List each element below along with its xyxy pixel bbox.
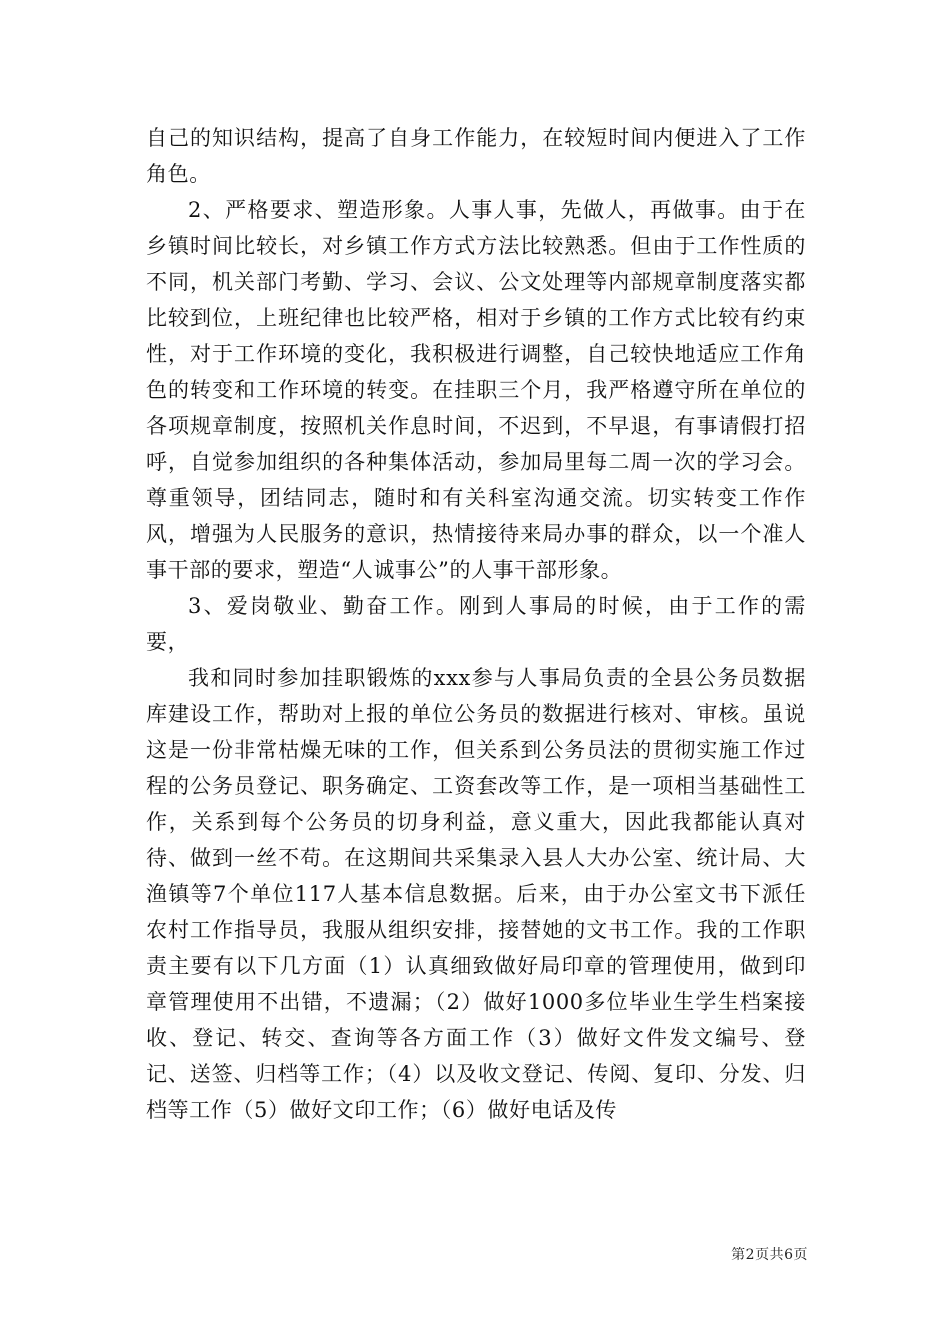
paragraph-strict-requirements: 2、严格要求、塑造形象。人事人事，先做人，再做事。由于在乡镇时间比较长，对乡镇工作方式方法比较熟悉。但由于工作性质的不同，机关部门考勤、学习、会议、公文处理等内部规章制度落实都比较到位，上班纪律也比较严格，相对于乡镇的工作方式比较有约束性，对于工作环境的变化，我积极进行调整，自己较快地适应工作角色的转变和工作环境的转变。在挂职三个月，我严格遵守所在单位的各项规章制度，按照机关作息时间，不迟到，不早退，有事请假打招呼，自觉参加组织的各种集体活动，参加局里每二周一次的学习会。尊重领导，团结同志，随时和有关科室沟通交流。切实转变工作作风，增强为人民服务的意识，热情接待来局办事的群众，以一个准人事干部的要求，塑造“人诚事公”的人事干部形象。 <box>146 198 806 582</box>
page-number: 第2页共6页 <box>731 1247 808 1263</box>
paragraph-continuation: 自己的知识结构，提高了自身工作能力，在较短时间内便进入了工作角色。 <box>146 126 806 186</box>
body-text <box>146 120 806 1128</box>
paragraph-dedication: 3、爱岗敬业、勤奋工作。刚到人事局的时候，由于工作的需要， <box>146 594 806 654</box>
paragraph-database-work: 我和同时参加挂职锻炼的xxx参与人事局负责的全县公务员数据库建设工作，帮助对上报的单位公务员的数据进行核对、审核。虽说这是一份非常枯燥无味的工作，但关系到公务员法的贯彻实施工作过程的公务员登记、职务确定、工资套改等工作，是一项相当基础性工作，关系到每个公务员的切身利益，意义重大，因此我都能认真对待、做到一丝不苟。在这期间共采集录入县人大办公室、统计局、大渔镇等7个单位117人基本信息数据。后来，由于办公室文书下派任农村工作指导员，我服从组织安排，接替她的文书工作。我的工作职责主要有以下几方面（1）认真细致做好局印章的管理使用，做到印章管理使用不出错，不遗漏；（2）做好1000多位毕业生学生档案接收、登记、转交、查询等各方面工作（3）做好文件发文编号、登记、送签、归档等工作；（4）以及收文登记、传阅、复印、分发、归档等工作（5）做好文印工作；（6）做好电话及传 <box>146 666 806 1122</box>
